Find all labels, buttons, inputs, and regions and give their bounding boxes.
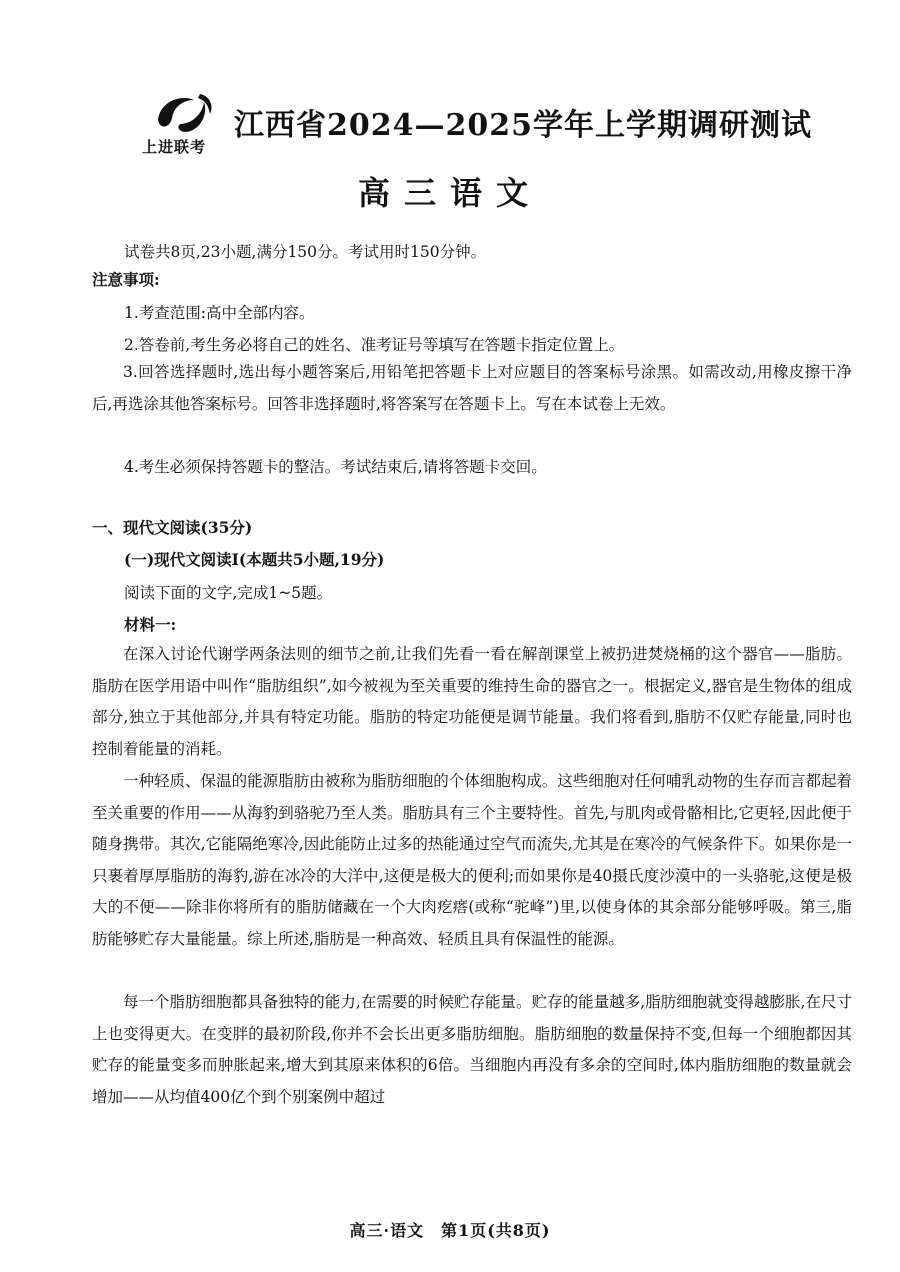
instruction: 阅读下面的文字,完成1~5题。 (124, 584, 333, 602)
note-item-2: 2.答卷前,考生务必将自己的姓名、准考证号等填写在答题卡指定位置上。 (124, 336, 625, 354)
paragraph-2: 一种轻质、保温的能源脂肪由被称为脂肪细胞的个体细胞构成。这些细胞对任何哺乳动物的生存而言都起着至关重要的作用——从海豹到骆驼乃至人类。脂肪具有三个主要特性。首先,与肌肉或骨骼相比,它更轻,因此便于随身携带。其次,它能隔绝寒冷,因此能防止过多的热能通过空气而流失,尤其是在寒冷的气候条件下。如果你是一只裹着厚厚脂肪的海豹,游在冰冷的大洋中,这便是极大的便利;而如果你是40摄氏度沙漠中的一头骆驼,这便是极大的不便——除非你将所有的脂肪储藏在一个大肉疙瘩(或称“驼峰”)里,以使身体的其余部分能够呼吸。第三,脂肪能够贮存大量能量。综上所述,脂肪是一种高效、轻质且具有保温性的能源。 (92, 772, 852, 948)
paragraph-3: 每一个脂肪细胞都具备独特的能力,在需要的时候贮存能量。贮存的能量越多,脂肪细胞就变得越膨胀,在尺寸上也变得更大。在变胖的最初阶段,你并不会长出更多脂肪细胞。脂肪细胞的数量保持不变,但每一个细胞都因其贮存的能量变多而肿胀起来,增大到其原来体积的6倍。当细胞内再没有多余的空间时,体内脂肪细胞的数量就会增加——从均值400亿个到个别案例中超过 (92, 993, 852, 1106)
note-item-4: 4.考生必须保持答题卡的整洁。考试结束后,请将答题卡交回。 (124, 458, 547, 476)
page-footer: 高三·语文 第1页(共8页) (349, 1221, 551, 1240)
publisher-logo (140, 90, 230, 160)
note-item-3: 3.回答选择题时,选出每小题答案后,用铅笔把答题卡上对应题目的答案标号涂黑。如需改动,用橡皮擦干净后,再选涂其他答案标号。回答非选择题时,将答案写在答题卡上。写在本试卷上无效。 (92, 363, 852, 413)
note-item-1: 1.考查范围:高中全部内容。 (124, 304, 315, 322)
subject-title: 高三语文 (357, 174, 542, 212)
section-title: 一、现代文阅读(35分) (92, 518, 253, 537)
logo-swirl-icon (150, 90, 220, 136)
notes-heading: 注意事项: (92, 270, 160, 289)
material-label: 材料一: (124, 615, 177, 634)
logo-text: 上进联考 (142, 138, 207, 156)
paragraph-1: 在深入讨论代谢学两条法则的细节之前,让我们先看一看在解剖课堂上被扔进焚烧桶的这个器官——脂肪。脂肪在医学用语中叫作“脂肪组织”,如今被视为至关重要的维持生命的器官之一。根据定义,器官是生物体的组成部分,独立于其他部分,并具有特定功能。脂肪的特定功能便是调节能量。我们将看到,脂肪不仅贮存能量,同时也控制着能量的消耗。 (92, 645, 852, 758)
section-subtitle: (一)现代文阅读Ⅰ(本题共5小题,19分) (124, 550, 385, 569)
exam-title: 江西省2024—2025学年上学期调研测试 (234, 108, 812, 143)
exam-info: 试卷共8页,23小题,满分150分。考试用时150分钟。 (124, 243, 487, 261)
